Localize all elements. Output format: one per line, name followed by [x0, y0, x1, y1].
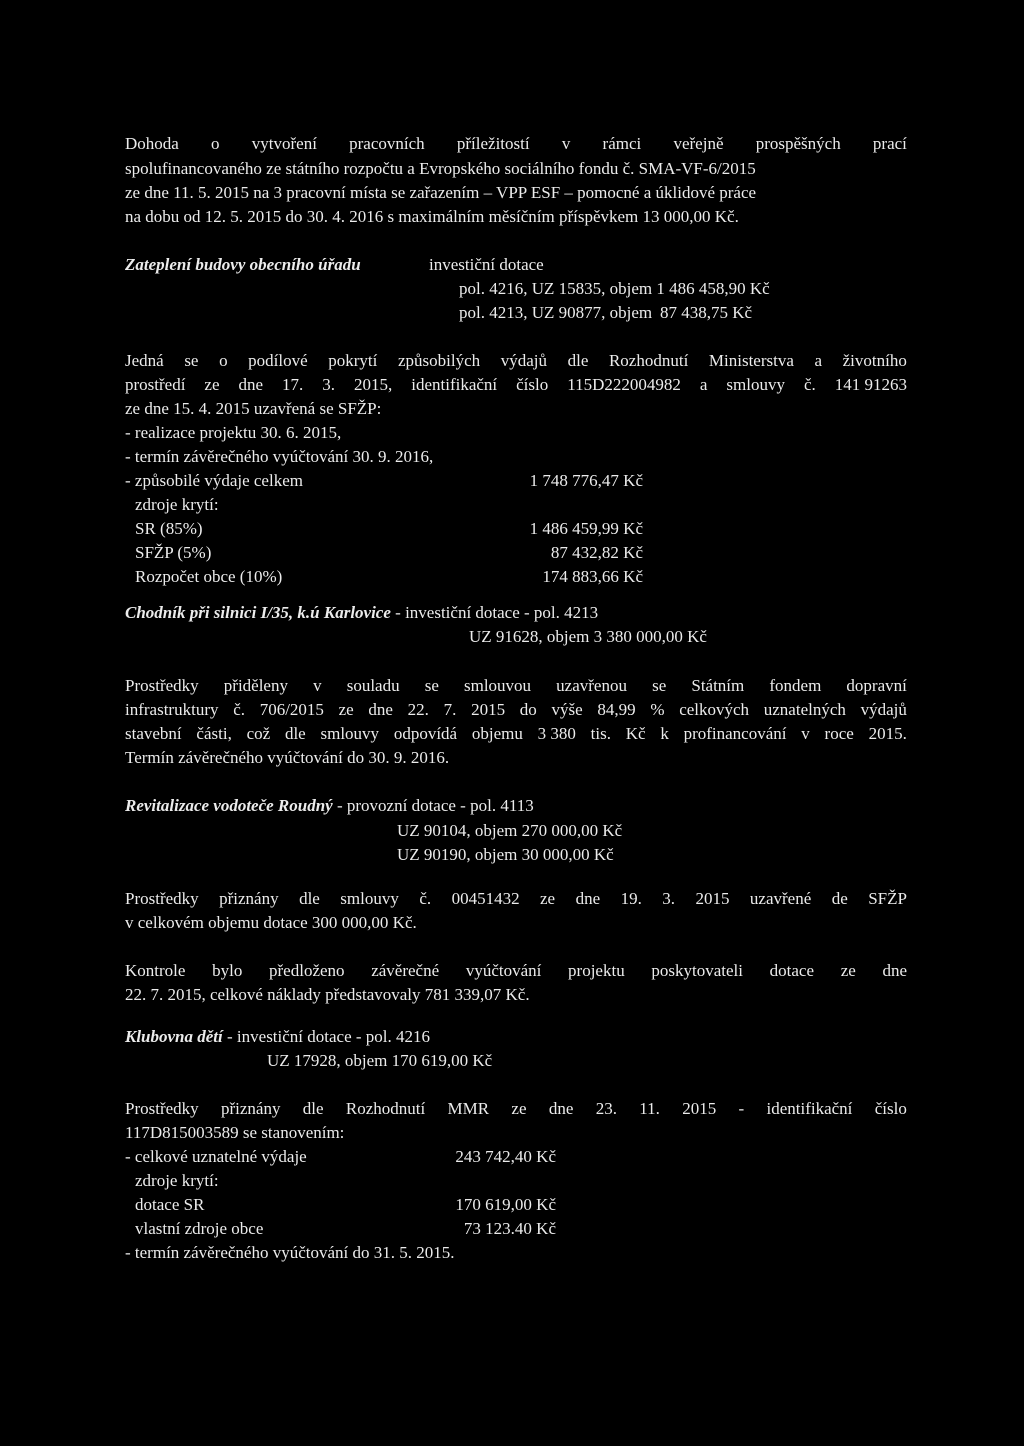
section-heading-revitalizace: [125, 797, 534, 814]
word: fondem: [769, 676, 822, 695]
p1-line3: ze dne 11. 5. 2015 na 3 pracovní místa se zařazením – VPP ESF – pomocné a úklidové práce: [125, 183, 757, 202]
word: 00451432: [451, 889, 520, 908]
word: ze: [204, 375, 220, 394]
word: rámci: [602, 134, 642, 153]
word: 84,99: [597, 700, 636, 719]
word: Kontrole: [125, 961, 186, 980]
p4-line1: [125, 890, 907, 907]
p3-line1: [125, 677, 907, 694]
p2-line5: - termín závěrečného vyúčtování 30. 9. 2016,: [125, 447, 434, 466]
word: podílové: [248, 351, 308, 370]
word: vytvoření: [251, 134, 317, 153]
word: Jedná: [125, 351, 164, 370]
word: uzavřenou: [556, 676, 627, 695]
s4-rest: - investiční dotace - pol. 4216: [222, 1027, 431, 1046]
p2-line4: - realizace projektu 30. 6. 2015,: [125, 423, 342, 442]
word: profinancování: [683, 724, 787, 743]
p4-line2: v celkovém objemu dotace 300 000,00 Kč.: [125, 913, 417, 932]
word: a: [814, 351, 823, 370]
p6-last: - termín závěrečného vyúčtování do 31. 5. 2015.: [125, 1243, 455, 1262]
p1-line4: na dobu od 12. 5. 2015 do 30. 4. 2016 s maximálním měsíčním příspěvkem 13 000,00 Kč.: [125, 207, 739, 226]
section-title-chodnik: Chodník při silnici I/35, k.ú Karlovice: [125, 603, 391, 622]
word: 7.: [443, 700, 457, 719]
word: v: [801, 724, 810, 743]
word: projektu: [568, 961, 625, 980]
word: objemu: [471, 724, 523, 743]
word: 22.: [407, 700, 429, 719]
word: č.: [233, 700, 245, 719]
word: Prostředky: [125, 1099, 199, 1118]
word: způsobilých: [397, 351, 481, 370]
s1-row2-label: pol. 4213, UZ 90877, objem: [459, 303, 653, 322]
word: 3.: [322, 375, 336, 394]
word: celkových: [679, 700, 750, 719]
item-value: 170 619,00 Kč: [455, 1195, 556, 1214]
word: 141 91263: [834, 375, 907, 394]
item-label: zdroje krytí:: [135, 1171, 219, 1190]
p2-line3: ze dne 15. 4. 2015 uzavřená se SFŽP:: [125, 399, 382, 418]
p6-line2: 117D815003589 se stanovením:: [125, 1123, 345, 1142]
section-title-zatepleni: Zateplení budovy obecního úřadu: [125, 255, 361, 274]
word: k: [660, 724, 669, 743]
word: přiznány: [220, 1099, 281, 1118]
word: tis.: [590, 724, 611, 743]
item-label: SFŽP (5%): [135, 543, 212, 562]
s4-row: UZ 17928, objem 170 619,00 Kč: [267, 1051, 493, 1070]
word: se: [184, 351, 199, 370]
word: Státním: [691, 676, 745, 695]
word: 3 380: [537, 724, 576, 743]
word: dle: [284, 724, 306, 743]
s3-rest: - provozní dotace - pol. 4113: [332, 796, 534, 815]
p6-line1: [125, 1100, 907, 1117]
word: č.: [419, 889, 432, 908]
word: poskytovateli: [651, 961, 743, 980]
s2-row: UZ 91628, objem 3 380 000,00 Kč: [469, 627, 707, 646]
word: o: [219, 351, 228, 370]
s2-rest: - investiční dotace - pol. 4213: [390, 603, 599, 622]
word: uzavřené: [749, 889, 812, 908]
word: bylo: [212, 961, 243, 980]
item-value: 1 748 776,47 Kč: [529, 471, 643, 490]
word: de: [831, 889, 848, 908]
word: SFŽP: [868, 889, 907, 908]
word: dle: [299, 889, 320, 908]
word: 3.: [662, 889, 676, 908]
word: 17.: [282, 375, 304, 394]
item-value: 174 883,66 Kč: [542, 567, 643, 586]
section-heading-chodnik: [125, 604, 598, 621]
word: Rozhodnutí: [608, 351, 689, 370]
word: číslo: [516, 375, 549, 394]
word: Ministerstva: [708, 351, 794, 370]
word: Rozhodnutí: [345, 1099, 426, 1118]
word: v: [561, 134, 571, 153]
word: závěrečné: [371, 961, 440, 980]
p2-line2: [125, 376, 907, 393]
word: se: [424, 676, 439, 695]
word: a: [699, 375, 708, 394]
word: souladu: [346, 676, 400, 695]
item-value: 1 486 459,99 Kč: [529, 519, 643, 538]
word: odpovídá: [393, 724, 458, 743]
item-label: vlastní zdroje obce: [135, 1219, 264, 1238]
word: dle: [567, 351, 589, 370]
word: dne: [368, 700, 393, 719]
item-label: Rozpočet obce (10%): [135, 567, 283, 586]
word: 23.: [595, 1099, 617, 1118]
s1-row2-value: 87 438,75 Kč: [660, 303, 753, 322]
item-label: dotace SR: [135, 1195, 205, 1214]
word: dne: [575, 889, 601, 908]
word: Kč: [625, 724, 646, 743]
section-title-klubovna: Klubovna dětí: [125, 1027, 223, 1046]
word: o: [211, 134, 220, 153]
s3-row2: UZ 90190, objem 30 000,00 Kč: [397, 845, 614, 864]
word: -: [738, 1099, 745, 1118]
p3-line3: [125, 725, 907, 742]
word: identifikační: [766, 1099, 853, 1118]
p1-line2: spolufinancovaného ze státního rozpočtu a Evropského sociálního fondu č. SMA-VF-6/2015: [125, 159, 756, 178]
word: smlouvy: [320, 724, 380, 743]
word: 2015: [695, 889, 730, 908]
word: výdajů: [860, 700, 907, 719]
word: což: [246, 724, 271, 743]
word: dne: [238, 375, 264, 394]
word: 115D222004982: [567, 375, 681, 394]
word: prací: [872, 134, 907, 153]
word: prospěšných: [755, 134, 841, 153]
p5-line2: 22. 7. 2015, celkové náklady představovaly 781 339,07 Kč.: [125, 985, 530, 1004]
word: smlouvy: [340, 889, 399, 908]
word: se: [652, 676, 667, 695]
word: 2015,: [354, 375, 393, 394]
word: smlouvou: [463, 676, 532, 695]
word: pokrytí: [328, 351, 378, 370]
word: 2015: [682, 1099, 717, 1118]
item-label: SR (85%): [135, 519, 203, 538]
word: smlouvy: [726, 375, 785, 394]
word: %: [650, 700, 665, 719]
word: dne: [882, 961, 907, 980]
word: 706/2015: [259, 700, 324, 719]
word: č.: [803, 375, 816, 394]
word: v: [313, 676, 322, 695]
word: ze: [840, 961, 856, 980]
section-title-revitalizace: Revitalizace vodoteče Roudný: [125, 796, 333, 815]
word: výše: [551, 700, 583, 719]
word: části,: [196, 724, 232, 743]
word: do: [519, 700, 537, 719]
p2-line1: [125, 352, 907, 369]
word: uznatelných: [763, 700, 846, 719]
item-value: 243 742,40 Kč: [455, 1147, 556, 1166]
word: Prostředky: [125, 676, 199, 695]
word: 2015: [471, 700, 506, 719]
word: pracovních: [349, 134, 425, 153]
word: ze: [540, 889, 556, 908]
s1-row1: pol. 4216, UZ 15835, objem 1 486 458,90 Kč: [459, 279, 770, 298]
section-heading-klubovna: [125, 1028, 430, 1045]
word: dle: [302, 1099, 324, 1118]
word: výdajů: [500, 351, 547, 370]
word: předloženo: [269, 961, 345, 980]
p1-line1: [125, 135, 907, 152]
word: stavební: [125, 724, 182, 743]
word: dne: [548, 1099, 574, 1118]
word: ze: [511, 1099, 527, 1118]
word: ze: [338, 700, 354, 719]
word: Dohoda: [125, 134, 179, 153]
word: MMR: [447, 1099, 490, 1118]
p3-line4: Termín závěrečného vyúčtování do 30. 9. 2016.: [125, 748, 450, 767]
word: přiděleny: [223, 676, 288, 695]
word: identifikační: [411, 375, 498, 394]
s1-type: investiční dotace: [429, 255, 544, 274]
item-label: zdroje krytí:: [135, 495, 219, 514]
word: 11.: [639, 1099, 660, 1118]
word: dotace: [769, 961, 815, 980]
item-label: - celkové uznatelné výdaje: [125, 1147, 307, 1166]
word: číslo: [874, 1099, 907, 1118]
word: životního: [842, 351, 907, 370]
word: prostředí: [125, 375, 186, 394]
word: veřejně: [673, 134, 724, 153]
word: Prostředky: [125, 889, 199, 908]
word: vyúčtování: [465, 961, 542, 980]
word: 19.: [620, 889, 642, 908]
word: příležitostí: [456, 134, 530, 153]
p5-line1: [125, 962, 907, 979]
word: roce: [824, 724, 854, 743]
word: přiznány: [219, 889, 279, 908]
s3-row1: UZ 90104, objem 270 000,00 Kč: [397, 821, 623, 840]
p3-line2: [125, 701, 907, 718]
item-value: 73 123.40 Kč: [463, 1219, 556, 1238]
item-label: - způsobilé výdaje celkem: [125, 471, 303, 490]
word: infrastruktury: [125, 700, 219, 719]
word: 2015.: [868, 724, 907, 743]
item-value: 87 432,82 Kč: [550, 543, 643, 562]
word: dopravní: [846, 676, 907, 695]
